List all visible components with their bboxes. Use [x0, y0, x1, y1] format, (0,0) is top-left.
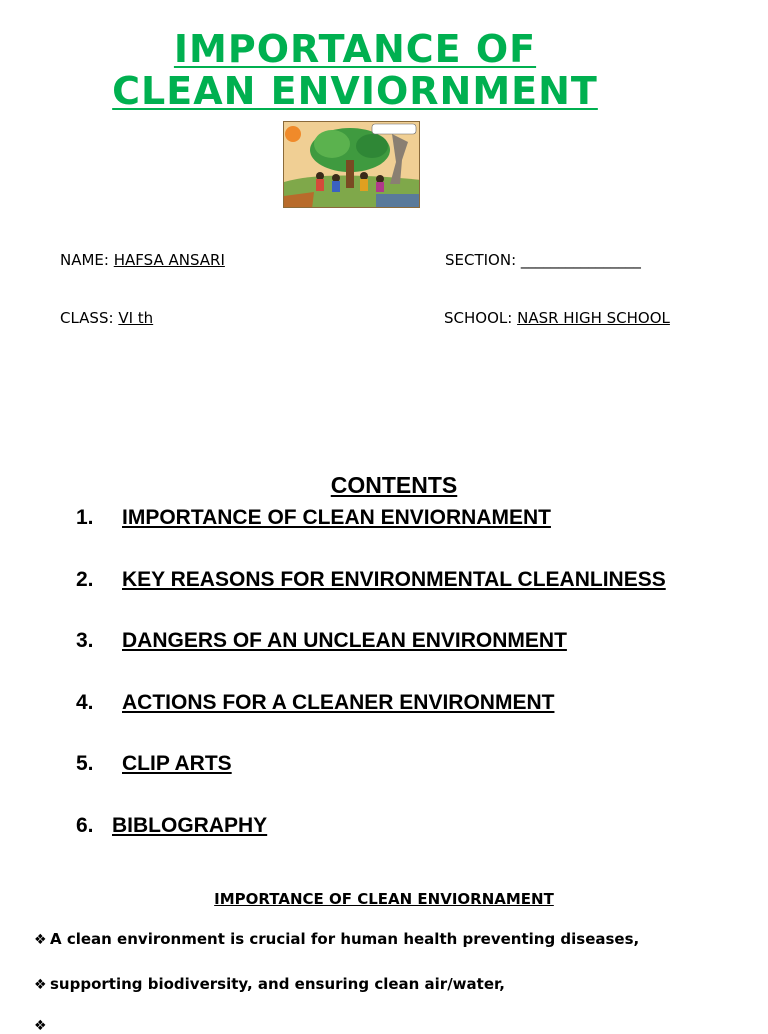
- contents-item-number: 3.: [76, 629, 94, 652]
- contents-item: [76, 568, 666, 592]
- name-field: [60, 251, 225, 269]
- diamond-bullet-icon: ❖: [34, 932, 47, 948]
- name-label: NAME:: [60, 251, 109, 269]
- bullet-text: A clean environment is crucial for human health preventing diseases,: [50, 930, 640, 948]
- section-value: ________________: [520, 251, 641, 269]
- contents-item: [76, 691, 554, 715]
- title-line-2: CLEAN ENVIORNMENT: [112, 69, 598, 113]
- contents-item: [76, 814, 267, 838]
- cover-illustration-drawing: [284, 122, 420, 208]
- contents-item-number: 1.: [76, 506, 94, 529]
- contents-item-text: ACTIONS FOR A CLEANER ENVIRONMENT: [122, 691, 555, 714]
- class-value: VI th: [118, 309, 154, 327]
- name-value: HAFSA ANSARI: [113, 251, 225, 269]
- contents-item: [76, 752, 232, 776]
- section-field: [445, 251, 641, 269]
- contents-heading: CONTENTS: [330, 472, 458, 498]
- document-title: [0, 28, 710, 112]
- section-heading: IMPORTANCE OF CLEAN ENVIORNAMENT: [214, 890, 554, 908]
- class-field: [60, 309, 153, 327]
- contents-item-text: CLIP ARTS: [122, 752, 232, 775]
- contents-item-number: 6.: [76, 814, 94, 837]
- school-label: SCHOOL:: [444, 309, 513, 327]
- bullet-item: [34, 975, 505, 993]
- school-value: NASR HIGH SCHOOL: [517, 309, 670, 327]
- contents-item-number: 5.: [76, 752, 94, 775]
- contents-item-number: 2.: [76, 568, 94, 591]
- bullet-item: [34, 930, 639, 948]
- section-label: SECTION:: [445, 251, 517, 269]
- contents-item-number: 4.: [76, 691, 94, 714]
- contents-item-text: BIBLOGRAPHY: [112, 814, 268, 837]
- diamond-bullet-icon: ❖: [34, 977, 47, 993]
- bullet-text: supporting biodiversity, and ensuring clean air/water,: [50, 975, 505, 993]
- title-line-1: IMPORTANCE OF: [173, 27, 537, 71]
- contents-item-text: DANGERS OF AN UNCLEAN ENVIRONMENT: [122, 629, 567, 652]
- class-label: CLASS:: [60, 309, 114, 327]
- cover-illustration: [283, 121, 420, 208]
- contents-item: [76, 629, 567, 653]
- contents-item-text: IMPORTANCE OF CLEAN ENVIORNAMENT: [122, 506, 551, 529]
- school-field: [444, 309, 670, 327]
- bullet-item: [34, 1016, 50, 1034]
- contents-item-text: KEY REASONS FOR ENVIRONMENTAL CLEANLINESS: [122, 568, 666, 591]
- diamond-bullet-icon: ❖: [34, 1018, 47, 1034]
- contents-item: [76, 506, 551, 530]
